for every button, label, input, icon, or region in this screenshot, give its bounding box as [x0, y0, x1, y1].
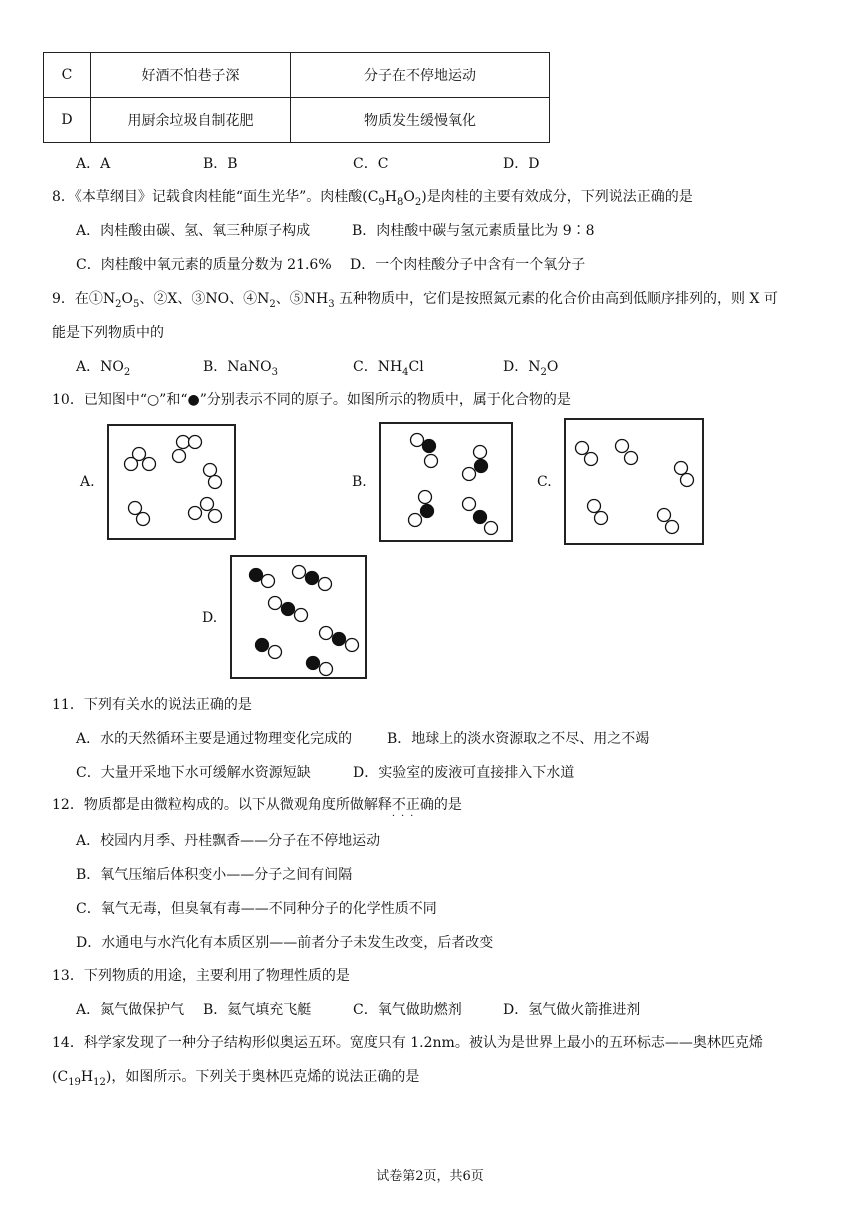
q13-option-b[interactable]: B．氦气填充飞艇 [203, 1002, 312, 1018]
q7-option-c[interactable]: C．C [353, 156, 389, 172]
q8-option-a[interactable]: A．肉桂酸由碳、氢、氧三种原子构成 [76, 223, 311, 239]
q13-option-d[interactable]: D．氢气做火箭推进剂 [503, 1002, 641, 1018]
q9-stem-line1: 9．在$①N_2O_5$、②X、③NO、$④N_2$、$⑤NH_3$ 五种物质中，它们是按照氮元素的化合价由高到低顺序排列的，则 X 可 [52, 291, 778, 310]
table-cell: 用厨余垃圾自制花肥 [91, 98, 291, 143]
q8-stem [52, 186, 693, 208]
q10-label-d: D. [202, 610, 218, 626]
q12-option-d[interactable]: D．水通电与水汽化有本质区别——前者分子未发生改变，后者改变 [76, 935, 494, 951]
q10-diagram-a[interactable] [107, 424, 236, 540]
q7-option-d[interactable]: D．D [503, 156, 540, 172]
table-row [44, 53, 550, 98]
table-cell: 好酒不怕巷子深 [91, 53, 291, 98]
molecule-diagram-a [109, 426, 238, 542]
answer-table [43, 52, 550, 143]
q8-formula: $C_9H_8O_2$ [367, 189, 422, 208]
q12-emphasis: 不正确 ··· [391, 797, 434, 822]
q9-option-a[interactable]: A．$NO_2$ [76, 359, 131, 378]
q11-option-b[interactable]: B．地球上的淡水资源取之不尽、用之不竭 [387, 731, 650, 747]
molecule-diagram-d [232, 557, 369, 681]
molecule-diagram-b [381, 424, 515, 544]
q10-diagram-c[interactable] [564, 418, 704, 545]
q10-diagram-b[interactable] [379, 422, 513, 542]
q12-stem-pre: 12．物质都是由微粒构成的。以下从微观角度所做解释 [52, 797, 392, 813]
q9-option-b[interactable]: B．NaNO$_3$ [203, 359, 278, 378]
q13-option-c[interactable]: C．氧气做助燃剂 [353, 1002, 462, 1018]
table-cell: C [44, 53, 91, 98]
q8-option-c[interactable]: C．肉桂酸中氧元素的质量分数为 21.6% [76, 257, 332, 273]
q13-stem: 13．下列物质的用途，主要利用了物理性质的是 [52, 968, 350, 984]
molecule-diagram-c [566, 420, 706, 547]
q11-option-d[interactable]: D．实验室的废液可直接排入下水道 [353, 765, 575, 781]
q10-stem: 10．已知图中“○”和“●”分别表示不同的原子。如图所示的物质中，属于化合物的是 [52, 392, 571, 408]
q12-stem [52, 794, 462, 822]
q10-label-a: A. [80, 474, 95, 490]
q12-stem-post: 的是 [433, 797, 462, 813]
q10-label-c: C. [537, 474, 552, 490]
table-row [44, 98, 550, 143]
table-cell: 物质发生缓慢氧化 [291, 98, 550, 143]
q11-stem: 11．下列有关水的说法正确的是 [52, 697, 252, 713]
q12-option-c[interactable]: C．氧气无毒，但臭氧有毒——不同种分子的化学性质不同 [76, 901, 437, 917]
q14-stem-line2: $(C_{19}H_{12})$，如图所示。下列关于奥林匹克烯的说法正确的是 [52, 1069, 420, 1088]
q8-stem-post: )是肉桂的主要有效成分，下列说法正确的是 [421, 189, 693, 205]
q8-option-d[interactable]: D．一个肉桂酸分子中含有一个氧分子 [350, 257, 586, 273]
q14-stem-line1: 14．科学家发现了一种分子结构形似奥运五环。宽度只有 1.2nm。被认为是世界上最小的五环标志——奥林匹克烯 [52, 1035, 763, 1051]
q7-option-b[interactable]: B．B [203, 156, 238, 172]
q9-stem-line2: 能是下列物质中的 [52, 325, 164, 341]
q10-label-b: B. [352, 474, 367, 490]
q9-option-d[interactable]: D．$N_2O$ [503, 359, 559, 378]
q8-option-b[interactable]: B．肉桂酸中碳与氢元素质量比为 9∶8 [352, 223, 595, 239]
q12-option-a[interactable]: A．校园内月季、丹桂飘香——分子在不停地运动 [76, 833, 381, 849]
q11-option-c[interactable]: C．大量开采地下水可缓解水资源短缺 [76, 765, 311, 781]
table-cell: D [44, 98, 91, 143]
emphasis-dots: ··· [391, 811, 420, 822]
q7-option-a[interactable]: A．A [76, 156, 111, 172]
q10-diagram-d[interactable] [230, 555, 367, 679]
q8-stem-pre: 8．《本草纲目》记载食肉桂能“面生光华”。肉桂酸( [52, 189, 368, 205]
q11-option-a[interactable]: A．水的天然循环主要是通过物理变化完成的 [76, 731, 353, 747]
page-footer: 试卷第2页，共6页 [376, 1169, 484, 1184]
table-cell: 分子在不停地运动 [291, 53, 550, 98]
q9-option-c[interactable]: C．$NH_4Cl$ [353, 359, 424, 378]
q12-option-b[interactable]: B．氧气压缩后体积变小——分子之间有间隔 [76, 867, 353, 883]
q13-option-a[interactable]: A．氮气做保护气 [76, 1002, 185, 1018]
